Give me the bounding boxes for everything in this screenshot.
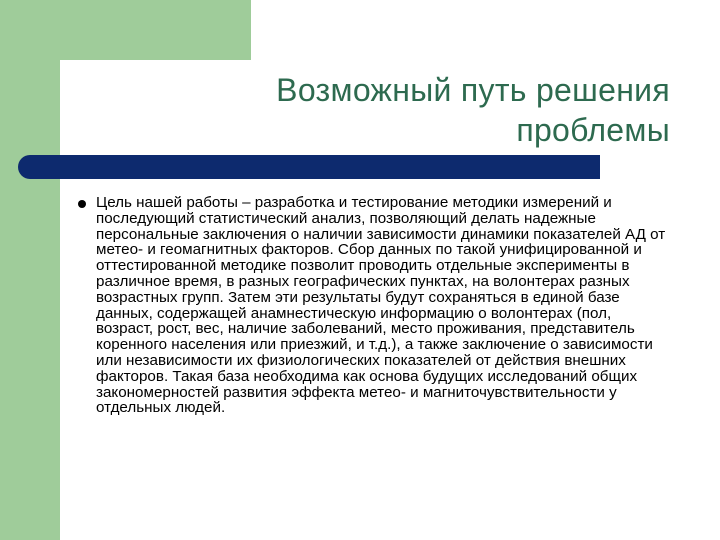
slide-title: Возможный путь решения проблемы [276, 72, 670, 148]
bullet-text: Цель нашей работы – разработка и тестирование методики измерений и последующий статистический анализ, позволяющий делать надежные персональные заключения о наличии зависимости динамики показателей АД от метео- и геомагнитных факторов. Сбор данных по такой унифицированной и оттестированной методике позволит проводить отдельные эксперименты в различное время, в разных географических пунктах, на волонтерах разных возрастных групп. Затем эти результаты будут сохраняться в единой базе данных, содержащей анамнестическую информацию о волонтерах (пол, возраст, рост, вес, наличие заболеваний, место проживания, представитель коренного населения или приезжий, и т.д.), а также заключение о зависимости или независимости их физиологических показателей от действия внешних факторов. Такая база необходима как основа будущих исследований общих закономерностей развития эффекта метео- и магниточувствительности у отдельных людей. [96, 194, 666, 417]
bullet-dot-icon [78, 200, 86, 208]
decorative-rounded-corner [60, 60, 140, 140]
title-divider-bar [18, 155, 600, 179]
bullet-item [70, 195, 670, 416]
decorative-green-left-band [0, 0, 60, 540]
